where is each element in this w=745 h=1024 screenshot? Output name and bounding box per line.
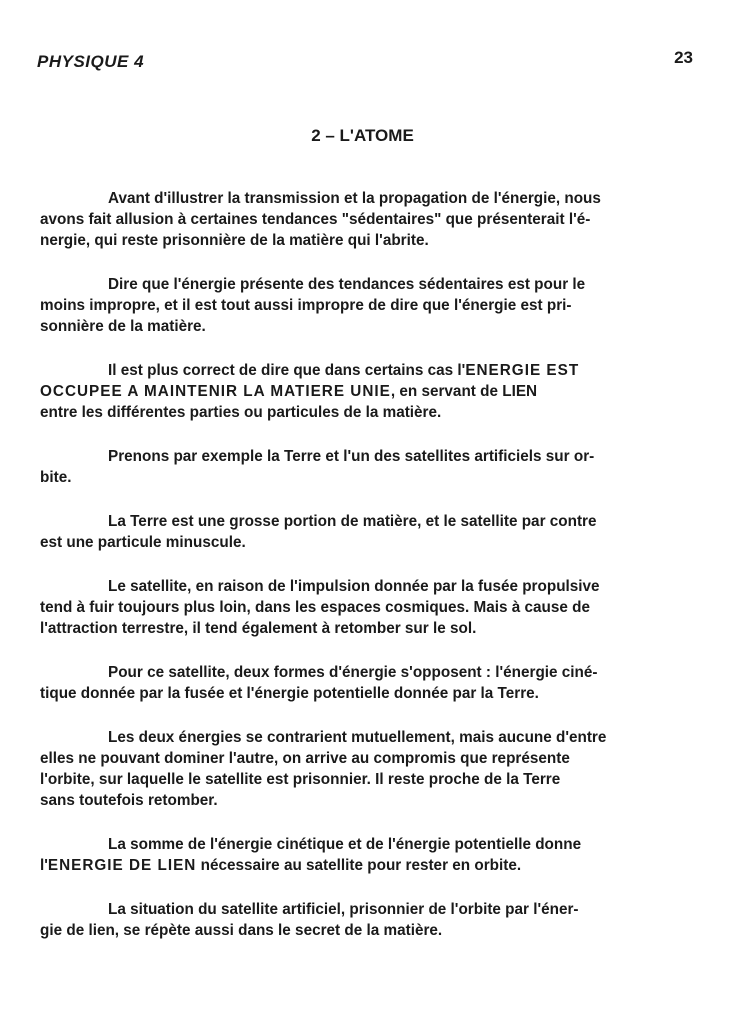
body-text <box>40 188 692 964</box>
paragraph-text: La somme de l'énergie cinétique et de l'énergie potentielle donne l' <box>40 836 582 874</box>
paragraph: La Terre est une grosse portion de matière, et le satellite par contre est une particule minuscule. <box>40 513 597 551</box>
paragraph: Prenons par exemple la Terre et l'un des satellites artificiels sur or- bite. <box>40 448 595 486</box>
section-title: 2 – L'ATOME <box>311 126 414 145</box>
paragraph: Avant d'illustrer la transmission et la propagation de l'énergie, nous avons fait allusion à certaines tendances "sédentaires" que présenterait l'é- nergie, qui reste prisonnière de la matière qui l'abrite. <box>40 190 601 249</box>
paragraph: La situation du satellite artificiel, prisonnier de l'orbite par l'éner- gie de lien, se répète aussi dans le secret de la matière. <box>40 901 579 939</box>
paragraph <box>40 360 692 423</box>
paragraph: Dire que l'énergie présente des tendances sédentaires est pour le moins impropre, et il est tout aussi impropre de dire que l'énergie est pri- sonnière de la matière. <box>40 276 586 335</box>
paragraph: Pour ce satellite, deux formes d'énergie s'opposent : l'énergie ciné- tique donnée par la fusée et l'énergie potentielle donnée par la Terre. <box>40 664 598 702</box>
paragraph: Le satellite, en raison de l'impulsion donnée par la fusée propulsive tend à fuir toujours plus loin, dans les espaces cosmiques. Mais à cause de l'attraction terrestre, il tend également à retomber sur le sol. <box>40 578 600 637</box>
running-header: PHYSIQUE 4 <box>37 52 145 71</box>
emphasis-text: ENERGIE EST OCCUPEE A MAINTENIR LA MATIERE UNIE <box>40 362 580 400</box>
paragraph: Les deux énergies se contrarient mutuellement, mais aucune d'entre elles ne pouvant dominer l'autre, on arrive au compromis que représente l'orbite, sur laquelle le satellite est prisonnier. Il reste proche de la Terre sans toutefois retomber. <box>40 729 607 809</box>
paragraph-text: , en servant de LIEN entre les différentes parties ou particules de la matière. <box>40 383 538 421</box>
paragraph <box>40 834 692 876</box>
paragraph-text: nécessaire au satellite pour rester en orbite. <box>196 857 522 874</box>
emphasis-text: ENERGIE DE LIEN <box>47 857 197 874</box>
paragraph-text: Il est plus correct de dire que dans certains cas l' <box>108 362 466 379</box>
page-number: 23 <box>674 48 693 67</box>
